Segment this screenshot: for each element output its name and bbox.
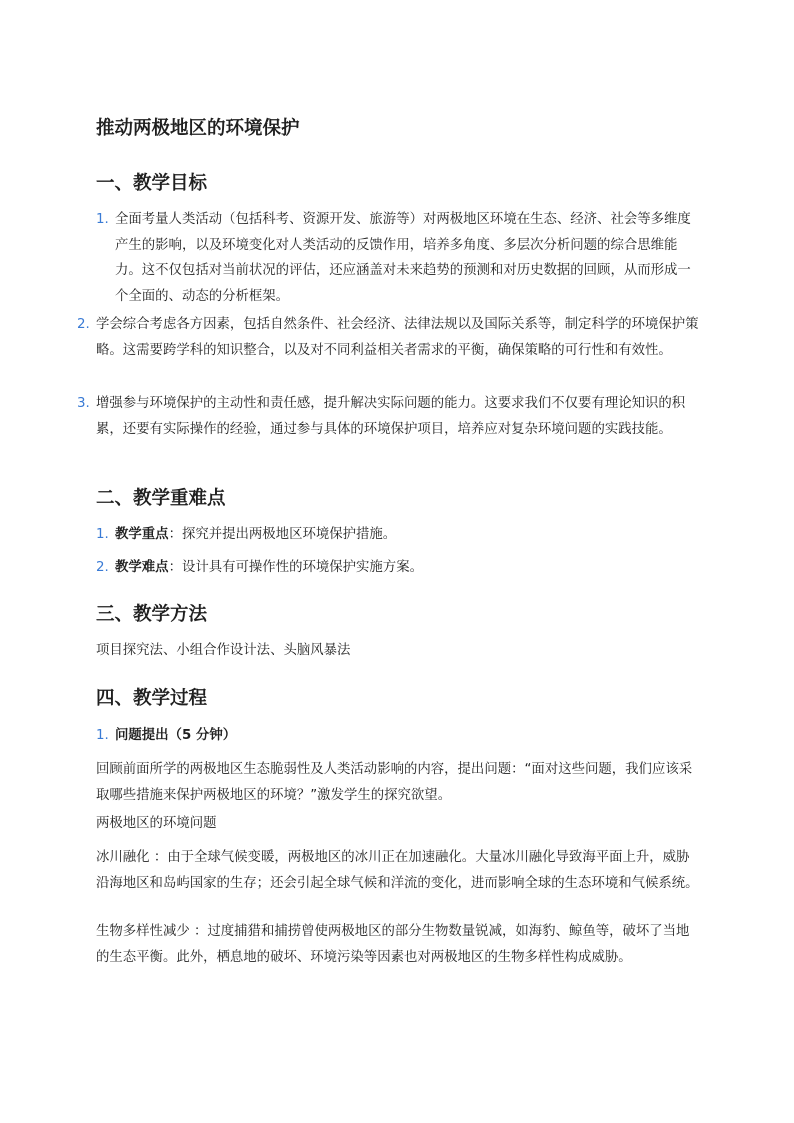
key-point-item-1 (96, 522, 701, 548)
list-number: 2. (77, 317, 90, 332)
section-heading-methods: 三、教学方法 (96, 604, 208, 625)
key-point-label: 教学难点 (115, 560, 169, 575)
glacier-melting-text: 冰川融化 ：由于全球气候变暖，两极地区的冰川正在加速融化。大量冰川融化导致海平面上升，威胁沿海地区和岛屿国家的生存；还会引起全球气候和洋流的变化，进而影响全球的生态环境和气候系统。 (96, 850, 699, 891)
key-point-item-2 (96, 555, 701, 581)
list-number: 1. (96, 212, 109, 227)
section-heading-goals: 一、教学目标 (96, 173, 208, 194)
goal-item-text: 增强参与环境保护的主动性和责任感，提升解决实际问题的能力。这要求我们不仅要有理论知识的积累，还要有实际操作的经验，通过参与具体的环境保护项目，培养应对复杂环境问题的实践技能。 (96, 396, 686, 437)
key-point-separator: ： (168, 560, 182, 575)
key-point-label: 教学重点 (115, 527, 169, 542)
process-step-label: 问题提出（5 分钟） (115, 728, 237, 743)
methods-text: 项目探究法、小组合作设计法、头脑风暴法 (96, 643, 351, 658)
goal-item-text: 学会综合考虑各方因素，包括自然条件、社会经济、法律法规以及国际关系等，制定科学的环境保护策略。这需要跨学科的知识整合，以及对不同利益相关者需求的平衡，确保策略的可行性和有效性。 (96, 317, 699, 358)
process-step-1 (96, 723, 701, 749)
goal-item-text: 全面考量人类活动（包括科考、资源开发、旅游等）对两极地区环境在生态、经济、社会等多维度产生的影响，以及环境变化对人类活动的反馈作用，培养多角度、多层次分析问题的综合思维能力。这不仅包括对当前状况的评估，还应涵盖对未来趋势的预测和对历史数据的回顾，从而形成一个全面的、动态的分析框架。 (115, 212, 691, 304)
list-number: 1. (96, 728, 109, 743)
goal-item-3 (77, 391, 702, 442)
list-number: 3. (77, 396, 90, 411)
document-title: 推动两极地区的环境保护 (96, 118, 300, 139)
biodiversity-text: 生物多样性减少 ：过度捕猎和捕捞曾使两极地区的部分生物数量锐减，如海豹、鲸鱼等，破坏了当地的生态平衡。此外，栖息地的破坏、环境污染等因素也对两极地区的生物多样性构成威胁。 (96, 924, 690, 965)
key-point-text: 探究并提出两极地区环境保护措施。 (181, 527, 397, 542)
list-number: 1. (96, 527, 109, 542)
process-intro-text: 回顾前面所学的两极地区生态脆弱性及人类活动影响的内容，提出问题：“面对这些问题，我们应该采取哪些措施来保护两极地区的环境？”激发学生的探究欲望。 (96, 762, 693, 803)
section-heading-key-points: 二、教学重难点 (96, 488, 226, 509)
environment-issues-subheading: 两极地区的环境问题 (96, 816, 217, 831)
section-heading-process: 四、教学过程 (96, 688, 208, 709)
list-number: 2. (96, 560, 109, 575)
key-point-text: 设计具有可操作性的环境保护实施方案。 (181, 560, 423, 575)
goal-item-1 (96, 207, 701, 309)
key-point-separator: ： (168, 527, 182, 542)
goal-item-2 (77, 312, 702, 363)
